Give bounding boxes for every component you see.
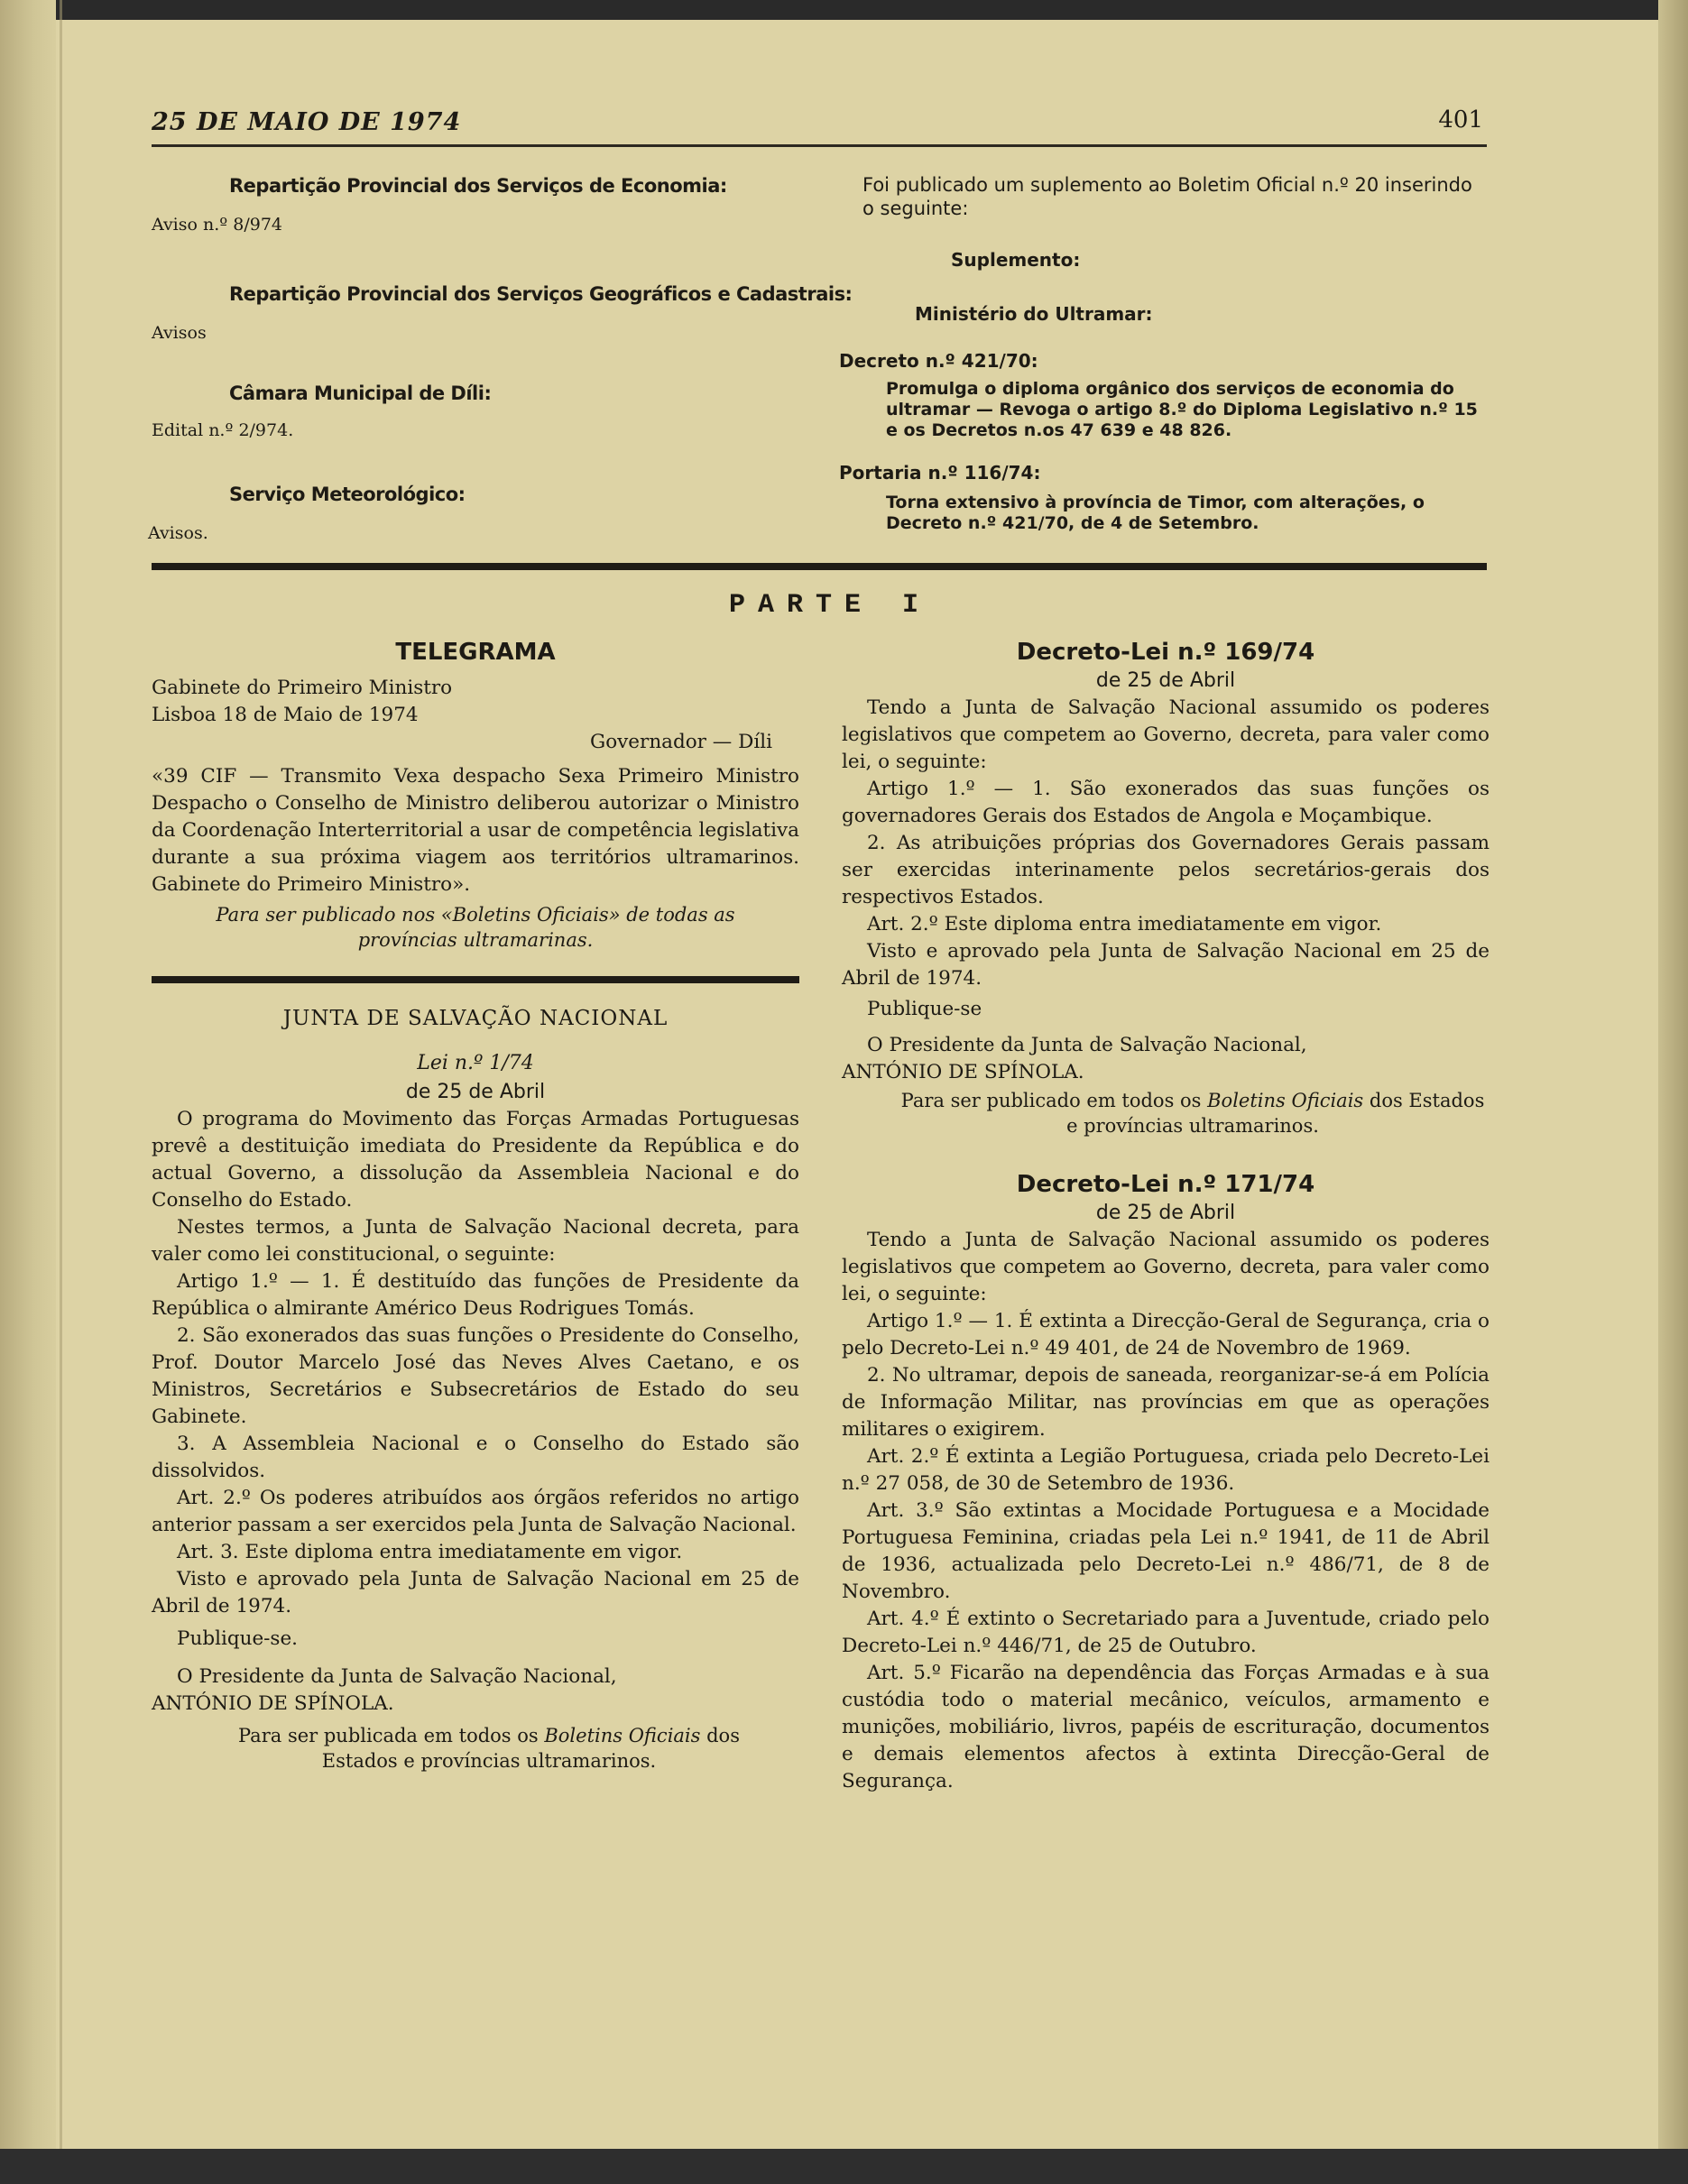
supplement-intro — [862, 173, 1485, 220]
lei-signatory-role: O Presidente da Junta de Salvação Nacional, — [177, 1665, 617, 1688]
telegram-body: «39 CIF — Transmito Vexa despacho Sexa Primeiro Ministro Despacho o Conselho de Ministro deliberou autorizar o Ministro da Coordenação Interterritorial a usar de competência legislativa durante a sua próxima viagem aos territórios ultramarinos. Gabinete do Primeiro Ministro». — [152, 765, 799, 896]
notice-sub-aviso: Aviso n.º 8/974 — [152, 215, 282, 235]
decreto-421-description: Promulga o diploma orgânico dos serviços de economia do ultramar — Revoga o artigo 8.º do Diploma Legislativo n.º 15 e os Decretos n.os 47 639 e 48 826. — [886, 379, 1478, 440]
notice-heading-geograficos: Repartição Provincial dos Serviços Geográficos e Cadastrais: — [229, 283, 853, 305]
column-rule — [152, 976, 799, 983]
decreto-169-signatory-name: ANTÓNIO DE SPÍNOLA. — [842, 1061, 1084, 1083]
lei-preamble: O programa do Movimento das Forças Armadas Portuguesas prevê a destituição imediata do Presidente da República e do actual Governo, a dissolução da Assembleia Nacional e do Conselho do Estado. — [152, 1108, 799, 1212]
portaria-116-description: Torna extensivo à província de Timor, com alterações, o Decreto n.º 421/70, de 4 de Setembro. — [886, 493, 1425, 533]
running-date: 25 DE MAIO DE 1974 — [152, 108, 462, 136]
decreto-169-publication-note — [896, 1088, 1490, 1138]
decreto-169-artigo-1-2: 2. As atribuições próprias dos Governadores Gerais passam ser exercidas interinamente pelos secretários-gerais dos respectivos Estados. — [842, 832, 1490, 908]
notice-sub-avisos-2: Avisos. — [148, 523, 208, 543]
decreto-169-visto: Visto e aprovado pela Junta de Salvação Nacional em 25 de Abril de 1974. — [842, 940, 1490, 990]
lei-artigo-1-2: 2. São exonerados das suas funções o Presidente do Conselho, Prof. Doutor Marcelo José das Neves Alves Caetano, e os Ministros, Secretários e Subsecretários de Estado do seu Gabinete. — [152, 1324, 799, 1428]
lei-artigo-2: Art. 2.º Os poderes atribuídos aos órgãos referidos no artigo anterior passam a ser exercidos pela Junta de Salvação Nacional. — [152, 1487, 799, 1536]
ministry-heading: Ministério do Ultramar: — [915, 303, 1153, 325]
header-rule — [152, 144, 1487, 147]
supplement-title: Suplemento: — [951, 249, 1081, 271]
decreto-171-artigo-1: Artigo 1.º — 1. É extinta a Direcção-Geral de Segurança, cria o pelo Decreto-Lei n.º 49 401, de 24 de Novembro de 1969. — [842, 1310, 1490, 1359]
decreto-169-signatory-role: O Presidente da Junta de Salvação Nacional, — [867, 1034, 1307, 1056]
decreto-169-preamble: Tendo a Junta de Salvação Nacional assumido os poderes legislativos que competem ao Governo, decreta, para valer como lei, o seguinte: — [842, 696, 1490, 773]
decreto-169-title: Decreto-Lei n.º 169/74 — [1016, 639, 1315, 666]
notice-heading-meteorologico: Serviço Meteorológico: — [229, 484, 466, 505]
decreto-171-artigo-2: Art. 2.º É extinta a Legião Portuguesa, criada pelo Decreto-Lei n.º 27 058, de 30 de Setembro de 1936. — [842, 1445, 1490, 1495]
part-heading: PARTE I — [728, 590, 932, 621]
decreto-171-artigo-5: Art. 5.º Ficarão na dependência das Forças Armadas e à sua custódia todo o material mecânico, veículos, armamento e munições, mobiliário, livros, papéis de escrituração, documentos e demais elementos afectos à extinta Direcção-Geral de Segurança. — [842, 1662, 1490, 1792]
decreto-169-note-a: Para ser publicado em todos os — [900, 1090, 1208, 1111]
lei-publication-note — [206, 1723, 772, 1774]
decreto-169-artigo-1: Artigo 1.º — 1. São exonerados das suas funções os governadores Gerais dos Estados de Angola e Moçambique. — [842, 778, 1490, 827]
lei-title: Lei n.º 1/74 — [417, 1052, 534, 1074]
notice-sub-edital: Edital n.º 2/974. — [152, 420, 294, 440]
telegram-from: Gabinete do Primeiro Ministro — [152, 677, 453, 699]
lei-date: de 25 de Abril — [405, 1081, 546, 1103]
scan-edge-left — [0, 0, 56, 2184]
lei-visto: Visto e aprovado pela Junta de Salvação Nacional em 25 de Abril de 1974. — [152, 1568, 799, 1617]
decreto-169-artigo-2: Art. 2.º Este diploma entra imediatamente em vigor. — [867, 913, 1382, 935]
decreto-169-date: de 25 de Abril — [1095, 669, 1236, 692]
section-rule-right — [837, 563, 1487, 570]
decreto-171-artigo-4: Art. 4.º É extinto o Secretariado para a Juventude, criado pelo Decreto-Lei n.º 446/71, de 25 de Outubro. — [842, 1608, 1490, 1657]
page-number: 401 — [1438, 106, 1483, 134]
telegram-place-date: Lisboa 18 de Maio de 1974 — [152, 704, 419, 726]
lei-note-a: Para ser publicada em todos os — [238, 1725, 545, 1746]
decreto-171-artigo-1-2: 2. No ultramar, depois de saneada, reorganizar-se-á em Polícia de Informação Militar, nas províncias em que as operações militares o exigirem. — [842, 1364, 1490, 1441]
telegram-note: Para ser publicado nos «Boletins Oficiais» de todas as províncias ultramarinas. — [216, 904, 735, 951]
right-column — [842, 637, 1490, 1795]
scan-edge-top — [0, 0, 1688, 20]
lei-enactment: Nestes termos, a Junta de Salvação Nacional decreta, para valer como lei constitucional, o seguinte: — [152, 1216, 799, 1266]
junta-heading: JUNTA DE SALVAÇÃO NACIONAL — [282, 1007, 669, 1030]
decreto-171-date: de 25 de Abril — [1095, 1202, 1236, 1224]
lei-signatory-name: ANTÓNIO DE SPÍNOLA. — [152, 1692, 394, 1715]
supplement-intro-text: Foi publicado um suplemento ao Boletim Oficial n.º 20 inserindo o seguinte: — [862, 174, 1472, 219]
lei-note-c: dos Estados e províncias ultramarinos. — [321, 1725, 740, 1772]
lei-artigo-3: Art. 3. Este diploma entra imediatamente em vigor. — [177, 1541, 683, 1563]
notice-sub-avisos: Avisos — [152, 323, 207, 343]
notice-heading-camara: Câmara Municipal de Díli: — [229, 382, 492, 404]
scan-edge-right — [1658, 0, 1688, 2184]
binding-fold — [60, 0, 62, 2184]
decreto-171-artigo-3: Art. 3.º São extintas a Mocidade Portuguesa e a Mocidade Portuguesa Feminina, criadas pela Lei n.º 1941, de 11 de Abril de 1936, actualizada pelo Decreto-Lei n.º 486/71, de 8 de Novembro. — [842, 1499, 1490, 1603]
lei-publique: Publique-se. — [177, 1627, 299, 1650]
decreto-171-preamble: Tendo a Junta de Salvação Nacional assumido os poderes legislativos que competem ao Governo, decreta, para valer como lei, o seguinte: — [842, 1229, 1490, 1305]
lei-note-b: Boletins Oficiais — [544, 1725, 701, 1746]
decreto-169-publique: Publique-se — [867, 998, 982, 1020]
lei-artigo-1-3: 3. A Assembleia Nacional e o Conselho do Estado são dissolvidos. — [152, 1433, 799, 1482]
telegram-title: TELEGRAMA — [395, 639, 556, 666]
decreto-421-label: Decreto n.º 421/70: — [839, 350, 1038, 372]
decreto-169-note-b: Boletins Oficiais — [1207, 1090, 1364, 1111]
section-rule-left — [152, 563, 837, 570]
decreto-171-title: Decreto-Lei n.º 171/74 — [1016, 1171, 1315, 1198]
left-column — [152, 637, 799, 1774]
notice-heading-economia: Repartição Provincial dos Serviços de Economia: — [229, 175, 727, 197]
decreto-169-note-c: dos Estados e províncias ultramarinos. — [1066, 1090, 1485, 1137]
telegram-addressee: Governador — Díli — [590, 731, 772, 753]
portaria-116-label: Portaria n.º 116/74: — [839, 462, 1041, 484]
scan-edge-bottom — [0, 2149, 1688, 2184]
lei-artigo-1: Artigo 1.º — 1. É destituído das funções de Presidente da República o almirante Américo Deus Rodrigues Tomás. — [152, 1270, 799, 1320]
